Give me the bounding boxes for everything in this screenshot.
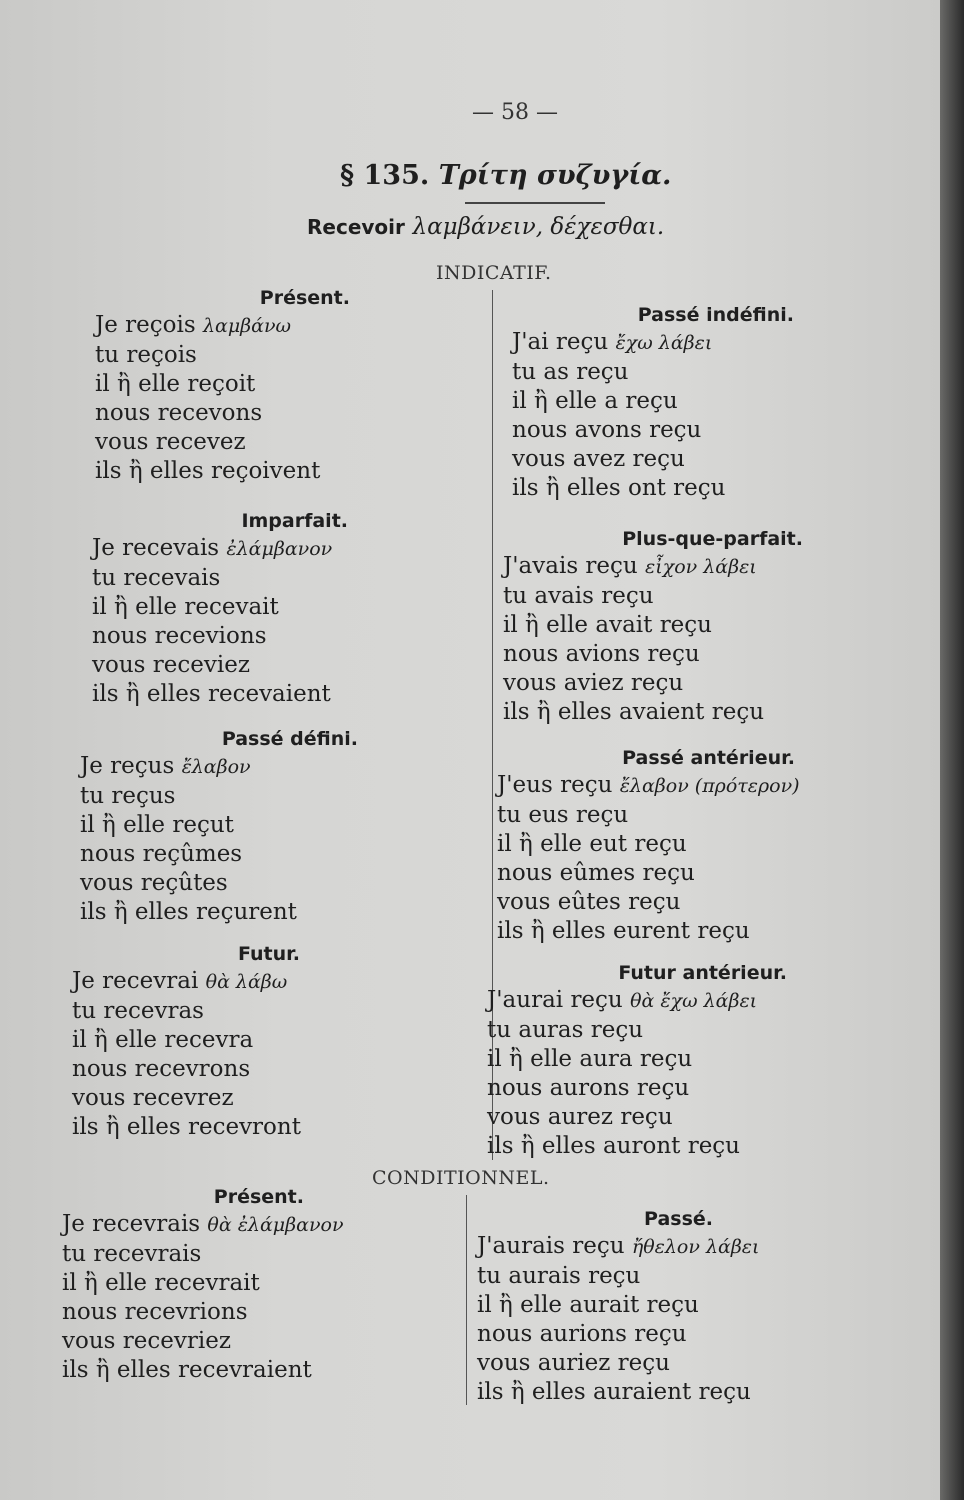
- french-form: tu reçus: [80, 783, 176, 809]
- french-form: vous receviez: [92, 652, 250, 678]
- conjugation-line: [80, 811, 358, 840]
- french-form: nous aurons reçu: [487, 1075, 690, 1101]
- french-form: nous recevrons: [72, 1056, 251, 1082]
- conjugation-line: [477, 1349, 713, 1378]
- conjugation-line: [503, 698, 803, 727]
- conjugation-line: [487, 1132, 787, 1161]
- greek-form: ἔλαβον (πρότερον): [619, 775, 800, 797]
- greek-form: ἤθελον λάβει: [631, 1236, 760, 1258]
- conjugation-line: [487, 986, 787, 1016]
- french-form: vous eûtes reçu: [497, 889, 681, 915]
- french-form: il ἢ elle a reçu: [512, 388, 678, 414]
- tense-title: Plus-que-parfait.: [622, 528, 803, 550]
- conjugation-line: [95, 370, 350, 399]
- conjugation-line: [80, 869, 358, 898]
- conjugation-line: [487, 1074, 787, 1103]
- french-form: J'ai reçu: [512, 329, 609, 355]
- conjugation-line: [512, 358, 794, 387]
- french-form: tu recevras: [72, 998, 204, 1024]
- french-form: vous avez reçu: [512, 446, 685, 472]
- conjugation-line: [62, 1356, 312, 1385]
- conjugation-line: [512, 416, 794, 445]
- greek-form: λαμβάνω: [202, 315, 292, 337]
- conjugation-line: [487, 1103, 787, 1132]
- french-form: nous avons reçu: [512, 417, 702, 443]
- conjugation-line: [512, 445, 794, 474]
- conjugation-line: [512, 387, 794, 416]
- conjugation-line: [72, 1026, 300, 1055]
- page-edge: [940, 0, 964, 1500]
- french-form: il ἢ elle recevrait: [62, 1270, 260, 1296]
- french-form: il ἢ elle recevait: [92, 594, 279, 620]
- conjugation-line: [497, 830, 795, 859]
- tense-block: [80, 728, 358, 927]
- conjugation-line: [497, 917, 795, 946]
- tense-block: [487, 962, 787, 1161]
- french-form: nous recevions: [92, 623, 267, 649]
- conjugation-line: [512, 474, 794, 503]
- conjugation-line: [497, 888, 795, 917]
- greek-form: ἔχω λάβει: [615, 332, 713, 354]
- french-form: vous auriez reçu: [477, 1350, 670, 1376]
- conjugation-line: [512, 328, 794, 358]
- french-form: vous recevriez: [62, 1328, 231, 1354]
- french-form: nous recevrions: [62, 1299, 248, 1325]
- french-form: ils ἢ elles recevront: [72, 1114, 301, 1140]
- french-form: il ἢ elle avait reçu: [503, 612, 712, 638]
- conjugation-line: [95, 311, 350, 341]
- tense-block: [72, 943, 300, 1142]
- french-form: il ἢ elle eut reçu: [497, 831, 687, 857]
- french-form: il ἢ elle reçut: [80, 812, 234, 838]
- french-form: J'aurais reçu: [477, 1233, 625, 1259]
- french-form: il ἢ elle reçoit: [95, 371, 256, 397]
- tense-title: Passé antérieur.: [622, 747, 795, 769]
- conjugation-line: [62, 1210, 344, 1240]
- tense-block: [512, 304, 794, 503]
- french-form: ils ἢ elles eurent reçu: [497, 918, 750, 944]
- tense-block: [477, 1208, 760, 1407]
- greek-form: εἶχον λάβει: [645, 556, 757, 578]
- conjugation-line: [95, 341, 350, 370]
- french-form: Je recevrai: [72, 968, 199, 994]
- conjugation-line: [80, 752, 358, 782]
- conjugation-title: Τρίτη συζυγία.: [438, 160, 672, 191]
- french-form: ils ἢ elles reçoivent: [95, 458, 321, 484]
- french-form: vous recevez: [95, 429, 246, 455]
- tense-title: Passé défini.: [221, 728, 358, 750]
- french-form: Je reçus: [80, 753, 175, 779]
- french-form: J'eus reçu: [497, 772, 613, 798]
- french-form: il ἢ elle aura reçu: [487, 1046, 693, 1072]
- french-form: nous aurions reçu: [477, 1321, 687, 1347]
- french-form: Je recevais: [92, 535, 220, 561]
- tense-title: Futur.: [237, 943, 300, 965]
- conjugation-line: [92, 534, 348, 564]
- french-form: ils ἢ elles auront reçu: [487, 1133, 740, 1159]
- french-form: nous recevons: [95, 400, 263, 426]
- french-form: tu as reçu: [512, 359, 629, 385]
- french-form: tu aurais reçu: [477, 1263, 641, 1289]
- french-form: nous avions reçu: [503, 641, 700, 667]
- conjugation-line: [80, 840, 358, 869]
- conjugation-line: [72, 997, 300, 1026]
- french-form: nous reçûmes: [80, 841, 243, 867]
- french-form: J'avais reçu: [503, 553, 638, 579]
- conjugation-line: [497, 859, 795, 888]
- heading-underline: [465, 202, 605, 204]
- conjugation-line: [503, 640, 803, 669]
- conjugation-line: [62, 1240, 304, 1269]
- french-form: tu recevais: [92, 565, 221, 591]
- french-form: ils ἢ elles auraient reçu: [477, 1379, 751, 1405]
- verb-greek: λαμβάνειν, δέχεσθαι.: [412, 214, 665, 240]
- conjugation-line: [95, 457, 350, 486]
- french-form: nous eûmes reçu: [497, 860, 695, 886]
- french-form: vous recevrez: [72, 1085, 234, 1111]
- tense-block: [503, 528, 803, 727]
- section-number: § 135.: [340, 160, 430, 191]
- tense-title: Imparfait.: [241, 510, 348, 532]
- conjugation-line: [92, 680, 348, 709]
- greek-form: θὰ ἐλάμβανον: [207, 1214, 344, 1236]
- french-form: J'aurai reçu: [487, 987, 623, 1013]
- conjugation-line: [503, 669, 803, 698]
- french-form: tu eus reçu: [497, 802, 629, 828]
- french-form: tu recevrais: [62, 1241, 202, 1267]
- conjugation-line: [72, 1084, 300, 1113]
- conjugation-line: [503, 552, 803, 582]
- french-form: tu auras reçu: [487, 1017, 644, 1043]
- conjugation-line: [62, 1269, 304, 1298]
- french-form: il ἢ elle aurait reçu: [477, 1292, 699, 1318]
- french-form: ils ἢ elles ont reçu: [512, 475, 726, 501]
- conjugation-line: [72, 1113, 300, 1142]
- greek-form: θὰ ἔχω λάβει: [630, 990, 758, 1012]
- conjugation-line: [477, 1378, 751, 1407]
- conjugation-line: [62, 1298, 304, 1327]
- tense-block: [92, 510, 348, 709]
- tense-block: [95, 287, 350, 486]
- indicatif-label: INDICATIF.: [436, 262, 552, 284]
- french-form: vous aviez reçu: [503, 670, 684, 696]
- conjugation-line: [477, 1291, 713, 1320]
- section-heading: [340, 160, 671, 191]
- conjugation-line: [497, 801, 795, 830]
- french-form: tu avais reçu: [503, 583, 654, 609]
- french-form: Je recevrais: [62, 1211, 201, 1237]
- conjugation-line: [477, 1262, 713, 1291]
- conjugation-line: [72, 1055, 300, 1084]
- column-divider-conditionnel: [466, 1195, 467, 1405]
- conjugation-line: [477, 1320, 713, 1349]
- page-number: — 58 —: [472, 100, 558, 125]
- conjugation-line: [477, 1232, 760, 1262]
- conjugation-line: [92, 564, 348, 593]
- conjugation-line: [92, 651, 348, 680]
- greek-form: ἐλάμβανον: [226, 538, 333, 560]
- conjugation-line: [62, 1327, 304, 1356]
- french-form: Je reçois: [95, 312, 196, 338]
- conjugation-line: [95, 399, 350, 428]
- conjugation-line: [503, 582, 803, 611]
- french-form: il ἢ elle recevra: [72, 1027, 254, 1053]
- conjugation-line: [497, 771, 800, 801]
- tense-title: Passé indéfini.: [637, 304, 794, 326]
- tense-title: Présent.: [213, 1186, 304, 1208]
- french-form: ils ἢ elles recevraient: [62, 1357, 312, 1383]
- tense-title: Passé.: [644, 1208, 713, 1230]
- french-form: vous aurez reçu: [487, 1104, 673, 1130]
- greek-form: ἔλαβον: [181, 756, 251, 778]
- tense-block: [62, 1186, 344, 1385]
- conjugation-line: [487, 1016, 787, 1045]
- conjugation-line: [487, 1045, 787, 1074]
- verb-french: Recevoir: [307, 215, 405, 239]
- tense-block: [497, 747, 800, 946]
- french-form: ils ἢ elles recevaient: [92, 681, 331, 707]
- french-form: ils ἢ elles avaient reçu: [503, 699, 765, 725]
- conjugation-line: [92, 593, 348, 622]
- french-form: tu reçois: [95, 342, 197, 368]
- conjugation-line: [80, 898, 358, 927]
- french-form: vous reçûtes: [80, 870, 228, 896]
- greek-form: θὰ λάβω: [205, 971, 288, 993]
- conjugation-line: [80, 782, 358, 811]
- conjugation-line: [95, 428, 350, 457]
- tense-title: Présent.: [259, 287, 350, 309]
- conjugation-line: [72, 967, 300, 997]
- conjugation-line: [92, 622, 348, 651]
- tense-title: Futur antérieur.: [618, 962, 787, 984]
- conjugation-line: [503, 611, 803, 640]
- verb-heading: [307, 212, 664, 240]
- french-form: ils ἢ elles reçurent: [80, 899, 297, 925]
- conditionnel-label: CONDITIONNEL.: [372, 1167, 550, 1189]
